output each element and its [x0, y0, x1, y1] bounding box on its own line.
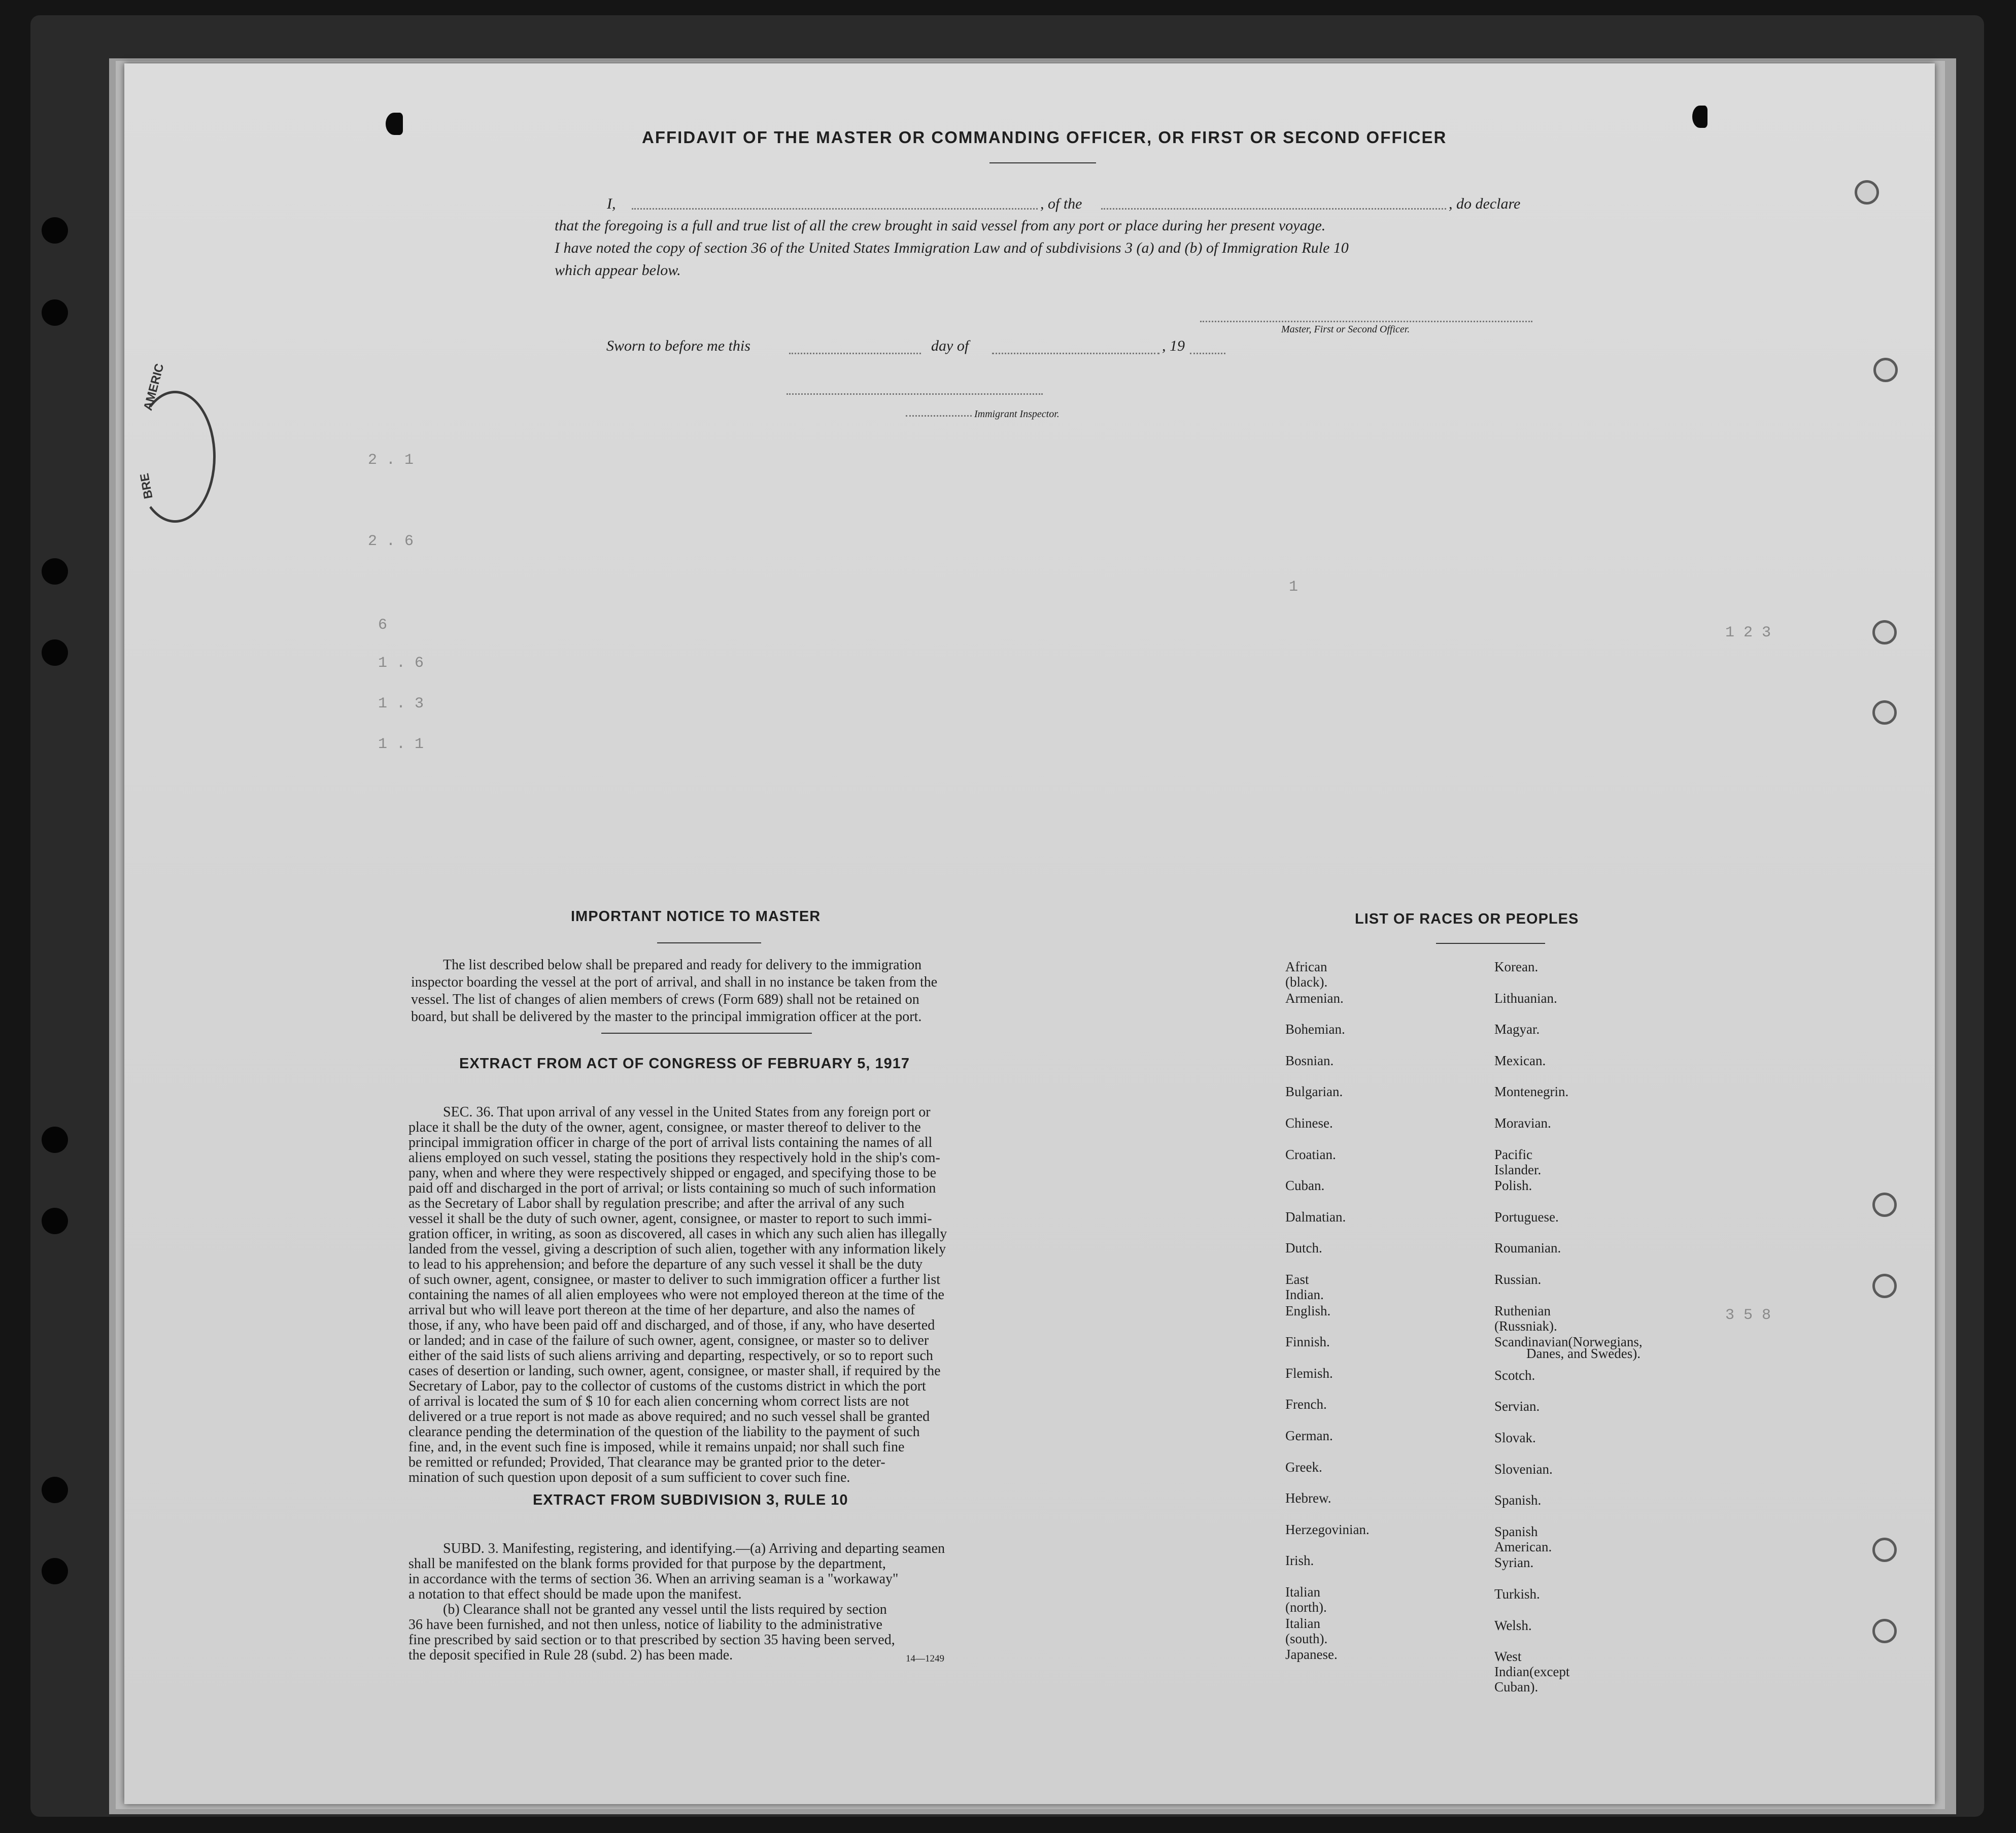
bleed-through-mark: 1 [1289, 579, 1299, 596]
races-title: LIST OF RACES OR PEOPLES [1355, 911, 1579, 927]
affidavit-title: AFFIDAVIT OF THE MASTER OR COMMANDING OFFICER, OR FIRST OR SECOND OFFICER [642, 128, 1447, 147]
affidavit-of-the: , of the [1040, 195, 1082, 212]
notice-title: IMPORTANT NOTICE TO MASTER [571, 908, 821, 925]
race-item: Polish. [1494, 1178, 1532, 1194]
race-item: Italian (north). [1285, 1584, 1327, 1615]
race-item-continuation: Danes, and Swedes). [1526, 1346, 1641, 1361]
act-line: landed from the vessel, giving a description of such alien, together with any information likely [408, 1241, 946, 1257]
officer-signature-line [1200, 321, 1532, 322]
race-item: Chinese. [1285, 1115, 1333, 1131]
binder-hole [1692, 106, 1707, 128]
act-line: paid off and discharged in the port of arrival; or lists containing so much of such information [408, 1180, 936, 1196]
divider [657, 942, 761, 943]
act-line: vessel it shall be the duty of such owner, agent, consignee, or master to report to such immi- [408, 1211, 932, 1227]
race-item: Hebrew. [1285, 1490, 1331, 1506]
act-line: delivered or a true report is not made as above required; and no such vessel shall be granted [408, 1409, 930, 1424]
race-item: Scandinavian(Norwegians, [1494, 1334, 1643, 1350]
act-line: principal immigration officer in charge of the port of arrival lists containing the names of all [408, 1135, 933, 1150]
race-item: Armenian. [1285, 990, 1344, 1006]
act-line: as the Secretary of Labor shall by regulation prescribe; and after the arrival of any such [408, 1196, 905, 1211]
officer-caption: Master, First or Second Officer. [1281, 324, 1410, 335]
inspector-signature-line [787, 393, 1043, 395]
stamp-text-top: AMERIC [141, 362, 167, 412]
binder-hole [1855, 180, 1879, 205]
race-item: Croatian. [1285, 1146, 1336, 1162]
extract-act-title: EXTRACT FROM ACT OF CONGRESS OF FEBRUARY 5, 1917 [459, 1056, 910, 1072]
race-item: Lithuanian. [1494, 990, 1557, 1006]
bleed-through-mark: 6 [378, 617, 388, 634]
manifest-page [124, 63, 1935, 1804]
race-item: Irish. [1285, 1553, 1314, 1569]
day-of-text: day of [931, 337, 969, 354]
race-item: Bulgarian. [1285, 1084, 1343, 1100]
act-line: containing the names of all alien employees who were not employed thereon at the time of the [408, 1287, 944, 1303]
name-blank [632, 208, 1038, 210]
notice-line-3: vessel. The list of changes of alien members of crews (Form 689) shall not be retained on [411, 992, 919, 1007]
bleed-through-mark: 1 . 1 [378, 736, 424, 753]
act-line: or landed; and in case of the failure of such owner, agent, consignee, or master so to deliver [408, 1333, 929, 1348]
binder-hole [42, 1208, 68, 1234]
race-item: Greek. [1285, 1459, 1322, 1475]
race-item: Japanese. [1285, 1647, 1338, 1662]
bleed-through-mark: 1 2 3 [1725, 624, 1771, 641]
sworn-text: Sworn to before me this [606, 337, 750, 354]
race-item: Bosnian. [1285, 1053, 1334, 1068]
act-line: to lead to his apprehension; and before the departure of any such vessel it shall be the duty [408, 1257, 923, 1272]
race-item: Magyar. [1494, 1022, 1540, 1037]
inspector-dots [906, 415, 972, 417]
race-item: Dalmatian. [1285, 1209, 1346, 1225]
race-item: Ruthenian (Russniak). [1494, 1303, 1557, 1334]
race-item: Scotch. [1494, 1367, 1535, 1383]
divider [1436, 943, 1545, 944]
binder-hole [1873, 358, 1898, 382]
binder-hole [42, 217, 68, 244]
race-item: Spanish. [1494, 1492, 1542, 1508]
form-number: 14—1249 [906, 1653, 944, 1664]
race-item: Slovak. [1494, 1430, 1536, 1445]
race-item: African (black). [1285, 959, 1328, 990]
race-item: Servian. [1494, 1399, 1540, 1414]
act-line: of such owner, agent, consignee, or master to deliver to such immigration officer a further list [408, 1272, 941, 1287]
rule-line: a notation to that effect should be made upon the manifest. [408, 1586, 742, 1602]
binder-hole [42, 1127, 68, 1153]
act-line: those, if any, who have been paid off and discharged, and of those, if any, who have deserted [408, 1317, 935, 1333]
act-line: clearance pending the determination of the question of the liability to the payment of such [408, 1424, 920, 1440]
race-item: Cuban. [1285, 1178, 1325, 1194]
rule-line: fine prescribed by said section or to that prescribed by section 35 having been served, [408, 1632, 895, 1648]
act-line: mination of such question upon deposit of a sum sufficient to cover such fine. [408, 1470, 850, 1485]
binder-hole [1872, 1274, 1897, 1298]
race-item: Bohemian. [1285, 1022, 1345, 1037]
binder-hole [42, 558, 68, 585]
race-item: Flemish. [1285, 1365, 1333, 1381]
rule-line: in accordance with the terms of section 36. When an arriving seaman is a "workaway" [408, 1571, 899, 1587]
binder-hole [1872, 1193, 1897, 1217]
rule-line: shall be manifested on the blank forms provided for that purpose by the department, [408, 1556, 886, 1572]
race-item: Moravian. [1494, 1115, 1551, 1131]
notice-line-4: board, but shall be delivered by the master to the principal immigration officer at the port. [411, 1009, 922, 1025]
race-item: French. [1285, 1397, 1327, 1412]
affidavit-i: I, [607, 195, 616, 212]
act-line: place it shall be the duty of the owner, agent, consignee, or master thereof to deliver to the [408, 1119, 921, 1135]
vessel-blank [1101, 208, 1446, 210]
binder-hole [42, 639, 68, 666]
rule-line: the deposit specified in Rule 28 (subd. 2) has been made. [408, 1647, 733, 1663]
binder-hole [42, 1558, 68, 1584]
binder-hole [1872, 620, 1897, 644]
bleed-through-mark: 1 . 3 [378, 695, 424, 712]
affidavit-body-3: which appear below. [555, 262, 681, 279]
race-item: Turkish. [1494, 1586, 1540, 1602]
act-line: pany, when and where they were respectively shipped or engaged, and specifying those to be [408, 1165, 937, 1181]
year-blank [1190, 353, 1225, 354]
stamp-text-bottom: BRE [138, 472, 156, 500]
race-item: East Indian. [1285, 1272, 1324, 1302]
act-line: be remitted or refunded; Provided, That clearance may be granted prior to the deter- [408, 1454, 885, 1470]
race-item: Mexican. [1494, 1053, 1546, 1068]
race-item: Herzegovinian. [1285, 1521, 1370, 1537]
divider [601, 1033, 812, 1034]
act-line: Secretary of Labor, pay to the collector of customs of the customs district in which the port [408, 1378, 926, 1394]
sworn-day-blank [789, 353, 921, 354]
rule-line: SUBD. 3. Manifesting, registering, and identifying.—(a) Arriving and departing seamen [443, 1541, 945, 1556]
notice-line-1: The list described below shall be prepared and ready for delivery to the immigration [443, 957, 922, 973]
binder-hole [386, 113, 403, 135]
act-line: gration officer, in writing, as soon as discovered, all cases in which any such alien has illegally [408, 1226, 947, 1242]
race-item: Slovenian. [1494, 1461, 1553, 1477]
race-item: Spanish American. [1494, 1523, 1552, 1554]
race-item: Dutch. [1285, 1240, 1322, 1256]
race-item: English. [1285, 1303, 1331, 1318]
binder-hole [1872, 1619, 1897, 1643]
bleed-through-mark: 2 . 1 [368, 452, 414, 469]
affidavit-body-2: I have noted the copy of section 36 of the United States Immigration Law and of subdivisions 3 (a) and (b) of Immigration Rule 10 [555, 240, 1349, 256]
act-line: SEC. 36. That upon arrival of any vessel in the United States from any foreign port or [443, 1104, 931, 1120]
notice-line-2: inspector boarding the vessel at the port of arrival, and shall in no instance be taken from the [411, 974, 938, 990]
race-item: Korean. [1494, 959, 1539, 974]
race-item: Russian. [1494, 1272, 1542, 1287]
act-line: arrival but who will leave port thereon at the time of her departure, and also the names of [408, 1302, 915, 1318]
race-item: Roumanian. [1494, 1240, 1561, 1256]
extract-rule-title: EXTRACT FROM SUBDIVISION 3, RULE 10 [533, 1492, 848, 1508]
race-item: Italian (south). [1285, 1615, 1328, 1646]
act-line: either of the said lists of such aliens arriving and departing, respectively, or so to report such [408, 1348, 933, 1364]
binder-hole [1872, 1538, 1897, 1562]
binder-hole [42, 299, 68, 326]
bleed-through-mark: 2 . 6 [368, 533, 414, 550]
race-item: Finnish. [1285, 1334, 1330, 1350]
race-item: Pacific Islander. [1494, 1146, 1542, 1177]
race-item: Syrian. [1494, 1555, 1534, 1571]
race-item: Montenegrin. [1494, 1084, 1569, 1100]
act-line: fine, and, in the event such fine is imposed, while it remains unpaid; nor shall such fine [408, 1439, 905, 1455]
bleed-through-mark: 3 5 8 [1725, 1307, 1771, 1324]
race-item: Portuguese. [1494, 1209, 1559, 1225]
year-text: , 19 [1162, 337, 1185, 354]
binder-hole [1872, 700, 1897, 725]
divider [989, 162, 1096, 163]
bleed-through-mark: 1 . 6 [378, 655, 424, 672]
binder-hole [42, 1477, 68, 1503]
act-line: aliens employed on such vessel, stating the positions they respectively hold in the ship's com- [408, 1150, 940, 1166]
circular-stamp [134, 362, 216, 523]
rule-line: 36 have been furnished, and not then unless, notice of liability to the administrative [408, 1617, 882, 1633]
affidavit-body-1: that the foregoing is a full and true list of all the crew brought in said vessel from any port or place during her present voyage. [555, 217, 1326, 234]
month-blank [992, 353, 1159, 354]
inspector-caption: Immigrant Inspector. [974, 409, 1060, 420]
act-line: cases of desertion or landing, such owner, agent, consignee, or master shall, if required by the [408, 1363, 941, 1379]
race-item: German. [1285, 1428, 1333, 1443]
race-item: Welsh. [1494, 1617, 1532, 1633]
affidavit-do-declare: , do declare [1449, 195, 1521, 212]
race-item: West Indian(except Cuban). [1494, 1649, 1570, 1695]
act-line: of arrival is located the sum of $ 10 for each alien concerning whom correct lists are not [408, 1394, 909, 1409]
rule-line: (b) Clearance shall not be granted any vessel until the lists required by section [443, 1602, 887, 1617]
